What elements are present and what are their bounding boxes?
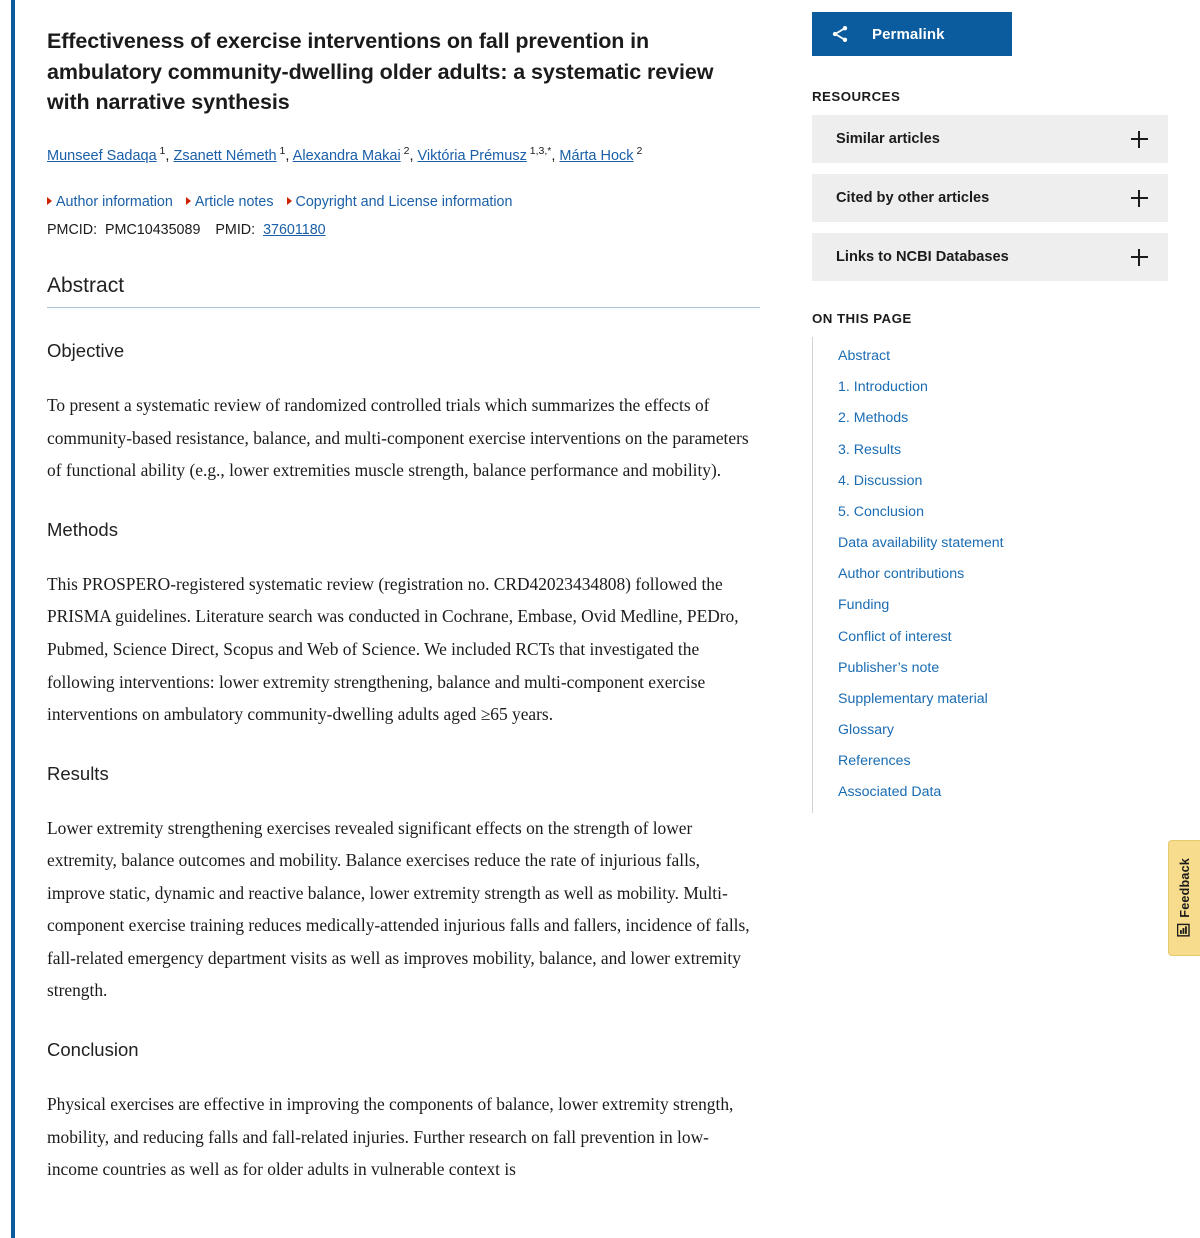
plus-icon[interactable] — [1131, 131, 1148, 148]
author-separator: , — [165, 147, 174, 164]
accordion-label: Links to NCBI Databases — [836, 249, 1009, 265]
abstract-paragraph-methods: This PROSPERO-registered systematic review (registration no. CRD42023434808) followed the PRISMA guidelines. Literature search was conducted in Cochrane, Embase, Ovid Medline, PEDro, Pubmed, Science Direct, Scopus and Web of Science. We included RCTs that investigated the following interventions: lower extremity strengthening, balance and multi-component exercise interventions on ambulatory community-dwelling adults aged ≥65 years. — [47, 573, 739, 725]
plus-icon[interactable] — [1131, 190, 1148, 207]
author-link[interactable]: Munseef Sadaqa — [47, 147, 157, 164]
abstract-paragraph-results: Lower extremity strengthening exercises revealed significant effects on the strength of lower extremity, balance outcomes and mobility. Balance exercises reduce the rate of injurious falls, improve static, dynamic and reactive balance, lower extremity strength as well as mobility. Multi-component exercise training reduces medically-attended injurious falls and fallers, incidence of falls, fall-related emergency department visits as well as improves mobility, balance, and lower extremity strength. — [47, 817, 750, 1001]
abstract-sections — [47, 340, 760, 1185]
toc-list-item — [813, 746, 1168, 777]
toc-link-2-methods[interactable]: 2. Methods — [838, 410, 909, 427]
author-affiliation-marker: 1 — [156, 144, 166, 157]
abstract-subheading-conclusion: Conclusion — [47, 1038, 139, 1060]
accordion-cited-by-other-articles[interactable] — [812, 174, 1168, 222]
meta-link-label: Copyright and License information — [295, 194, 513, 211]
pmid-label: PMID: — [215, 222, 256, 239]
share-icon — [830, 24, 850, 44]
permalink-button[interactable] — [812, 12, 1012, 56]
toc-list-item — [813, 684, 1168, 715]
author-link[interactable]: Zsanett Németh — [173, 147, 277, 164]
on-this-page-title: ON THIS PAGE — [812, 311, 912, 326]
permalink-label: Permalink — [872, 25, 945, 43]
author-separator: , — [285, 147, 293, 164]
author-list — [47, 146, 760, 168]
toc-link-references[interactable]: References — [838, 753, 911, 770]
plus-icon[interactable] — [1131, 249, 1148, 266]
toc-list-item — [813, 497, 1168, 528]
author-affiliation-marker: 1 — [276, 144, 286, 157]
author-affiliation-marker: 1,3,* — [526, 144, 552, 157]
toc-link-author-contributions[interactable]: Author contributions — [838, 566, 965, 583]
article-meta-links — [47, 194, 760, 210]
meta-link-label: Article notes — [194, 194, 274, 211]
on-this-page-nav — [812, 337, 1168, 813]
triangle-right-icon — [287, 197, 292, 205]
toc-link-3-results[interactable]: 3. Results — [838, 441, 902, 458]
author-link[interactable]: Alexandra Makai — [292, 147, 401, 164]
toc-list-item — [813, 622, 1168, 653]
toc-link-4-discussion[interactable]: 4. Discussion — [838, 472, 923, 489]
toc-list-item — [813, 372, 1168, 403]
abstract-paragraph-conclusion: Physical exercises are effective in improving the components of balance, lower extremity strength, mobility, and reducing falls and fall-related injuries. Further research on fall prevention in low-income countries as well as for older adults in vulnerable context is — [47, 1093, 734, 1180]
toc-list-item — [813, 653, 1168, 684]
author-separator: , — [409, 147, 418, 164]
author-link[interactable]: Márta Hock — [559, 147, 634, 164]
toc-link-conflict-of-interest[interactable]: Conflict of interest — [838, 628, 952, 645]
toc-link-funding[interactable]: Funding — [838, 597, 890, 614]
abstract-heading: Abstract — [47, 274, 760, 308]
toc-list-item — [813, 341, 1168, 372]
toc-list-item — [813, 590, 1168, 621]
triangle-right-icon — [186, 197, 191, 205]
page-title: Effectiveness of exercise interventions on fall prevention in ambulatory community-dwelling older adults: a systematic review with narrative synthesis — [47, 29, 714, 115]
pmcid-label: PMCID: — [47, 222, 98, 239]
toc-list-item — [813, 466, 1168, 497]
feedback-tab[interactable] — [1168, 840, 1200, 956]
toc-link-publisher-s-note[interactable]: Publisher’s note — [838, 659, 940, 676]
meta-link-copyright-and-license-information[interactable] — [287, 194, 513, 210]
toc-list-item — [813, 559, 1168, 590]
toc-list-item — [813, 403, 1168, 434]
meta-link-article-notes[interactable] — [186, 194, 274, 210]
toc-list-item — [813, 777, 1168, 808]
toc-link-associated-data[interactable]: Associated Data — [838, 784, 942, 801]
meta-link-author-information[interactable] — [47, 194, 173, 210]
toc-link-glossary[interactable]: Glossary — [838, 722, 894, 739]
accordion-label: Cited by other articles — [836, 190, 990, 206]
author-affiliation-marker: 2 — [400, 144, 410, 157]
feedback-label: Feedback — [1177, 857, 1192, 918]
abstract-subheading-results: Results — [47, 762, 109, 784]
right-sidebar — [800, 0, 1200, 813]
resources-accordion-group — [812, 115, 1168, 281]
pmid-link[interactable]: 37601180 — [263, 222, 326, 239]
accordion-similar-articles[interactable] — [812, 115, 1168, 163]
abstract-paragraph-objective: To present a systematic review of randomized controlled trials which summarizes the effects of community-based resistance, balance, and multi-component exercise interventions on the parameters of functional ability (e.g., lower extremities muscle strength, balance performance and mobility). — [47, 395, 749, 481]
meta-link-label: Author information — [56, 194, 173, 211]
pmcid-value: PMC10435089 — [105, 222, 201, 239]
abstract-subheading-objective: Objective — [47, 340, 125, 362]
toc-link-abstract[interactable]: Abstract — [838, 348, 891, 364]
bar-chart-icon — [1177, 923, 1192, 938]
toc-list-item — [813, 435, 1168, 466]
toc-link-1-introduction[interactable]: 1. Introduction — [838, 379, 928, 396]
author-separator: , — [551, 147, 560, 164]
toc-link-data-availability-statement[interactable]: Data availability statement — [838, 535, 1004, 552]
article-identifiers — [47, 222, 760, 238]
author-link[interactable]: Viktória Prémusz — [417, 147, 527, 164]
resources-section-title: RESOURCES — [812, 89, 901, 104]
triangle-right-icon — [47, 197, 52, 205]
toc-link-supplementary-material[interactable]: Supplementary material — [838, 690, 988, 707]
accordion-label: Similar articles — [836, 131, 940, 147]
accordion-links-to-ncbi-databases[interactable] — [812, 233, 1168, 281]
abstract-subheading-methods: Methods — [47, 518, 118, 540]
toc-list-item — [813, 528, 1168, 559]
author-affiliation-marker: 2 — [633, 144, 643, 157]
toc-list-item — [813, 715, 1168, 746]
toc-link-5-conclusion[interactable]: 5. Conclusion — [838, 503, 924, 520]
